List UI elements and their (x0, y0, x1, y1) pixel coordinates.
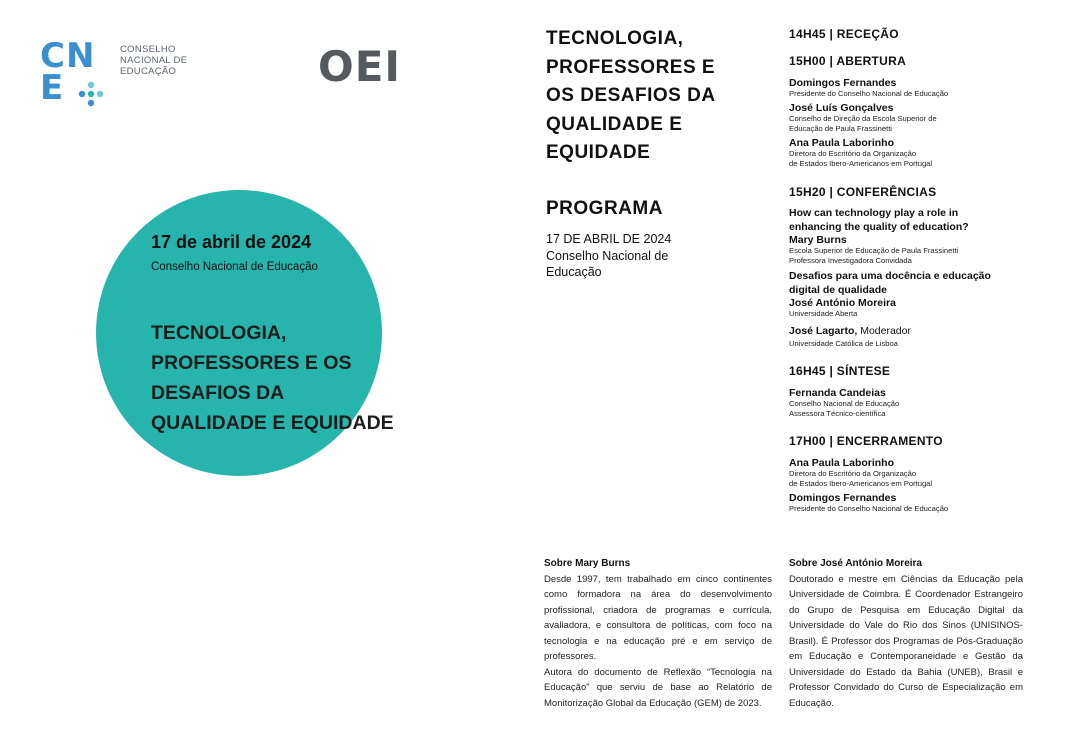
speaker-affiliation: Presidente do Conselho Nacional de Educação (789, 503, 949, 513)
speaker-affiliation: Diretora do Escritório da Organização (789, 468, 917, 478)
speaker-affiliation: Assessora Técnico-científica (789, 409, 886, 418)
speaker-role: Moderador (857, 325, 911, 337)
cne-dots-icon (78, 81, 104, 107)
speaker-affiliation: Universidade Católica de Lisboa (789, 339, 898, 348)
schedule-heading-rececao: 14H45 | RECEÇÃO (789, 27, 899, 41)
event-place: Conselho Nacional de Educação (151, 261, 318, 273)
oei-logo: OEI (318, 42, 402, 91)
bio-jose-antonio-moreira (789, 556, 1023, 711)
event-title: TECNOLOGIA, PROFESSORES E OS DESAFIOS DA QUALIDADE E EQUIDADE (151, 322, 394, 434)
speaker-affiliation: Universidade Aberta (789, 308, 858, 318)
bio-paragraph: Desde 1997, tem trabalhado em cinco continentes como formadora na área do desenvolvimento profissional, criadora de programas e currícula, avaliadora, e consultora de políticas, com foco na tecnologia e na educação pré e em serviço de professores. (544, 573, 772, 662)
schedule-heading-abertura: 15H00 | ABERTURA (789, 54, 907, 68)
programa-heading: PROGRAMA (546, 198, 663, 219)
speaker-affiliation: de Estados Ibero-Americanos em Portugal (789, 159, 933, 168)
speaker-affiliation: Conselho Nacional de Educação (789, 398, 900, 408)
speaker-name: José Lagarto, (789, 325, 858, 337)
speaker-affiliation: de Estados Ibero-Americanos em Portugal (789, 479, 933, 488)
bio-title: Sobre José António Moreira (789, 558, 922, 569)
speaker-name: Domingos Fernandes (789, 491, 897, 504)
schedule-heading-conferencias: 15H20 | CONFERÊNCIAS (789, 184, 937, 199)
speaker-affiliation: Diretora do Escritório da Organização (789, 148, 917, 158)
cne-logo-text: CONSELHO NACIONAL DE EDUCAÇÃO (120, 44, 188, 77)
speaker-name: Mary Burns (789, 233, 847, 246)
schedule-heading-encerramento: 17H00 | ENCERRAMENTO (789, 433, 943, 448)
talk-title: Desafios para uma docência e educação digital de qualidade (789, 269, 991, 296)
cne-logo-letters: CN E (40, 36, 96, 108)
speaker-name: Ana Paula Laborinho (789, 136, 895, 149)
speaker-name: Ana Paula Laborinho (789, 456, 895, 469)
programa-subtitle: 17 DE ABRIL DE 2024 Conselho Nacional de Educação (546, 232, 672, 279)
schedule (789, 27, 1049, 514)
program-title: TECNOLOGIA, PROFESSORES E OS DESAFIOS DA QUALIDADE E EQUIDADE (546, 28, 716, 163)
bio-mary-burns (544, 556, 772, 711)
speaker-name: José António Moreira (789, 296, 896, 309)
bio-paragraph: Autora do documento de Reflexão “Tecnologia na Educação” que serviu de base ao Relatório de Monitorização Global da Educação (GEM) de 2023. (544, 666, 772, 709)
schedule-heading-sintese: 16H45 | SÍNTESE (789, 363, 891, 378)
bio-title: Sobre Mary Burns (544, 558, 631, 569)
moderator-line (789, 321, 1049, 339)
speaker-affiliation: Educação de Paula Frassinetti (789, 124, 892, 133)
cne-logo (40, 36, 210, 120)
talk-title: How can technology play a role in enhancing the quality of education? (789, 206, 969, 233)
speaker-affiliation: Conselho de Direção da Escola Superior de (789, 113, 937, 123)
speaker-name: José Luís Gonçalves (789, 101, 894, 114)
speaker-affiliation: Escola Superior de Educação de Paula Frassinetti (789, 245, 959, 255)
speaker-affiliation: Presidente do Conselho Nacional de Educação (789, 89, 949, 98)
speaker-name: Domingos Fernandes (789, 77, 897, 89)
speaker-name: Fernanda Candeias (789, 386, 886, 399)
speaker-affiliation: Professora Investigadora Convidada (789, 256, 912, 265)
event-date: 17 de abril de 2024 (151, 232, 312, 252)
bio-paragraph: Doutorado e mestre em Ciências da Educação pela Universidade de Coimbra. É Coordenador Estrangeiro do Grupo de Pesquisa em Educação Digital da Universidade do Vale do Rio dos Sinos (UNISINOS-Brasil). É Professor dos Programas de Pós-Graduação em Educação e Contemporaneidade e Gestão da Universidade do Estado da Bahia (UNEB), Brasil e Professor Convidado do Curso de Especialização em Educação. (789, 573, 1023, 709)
